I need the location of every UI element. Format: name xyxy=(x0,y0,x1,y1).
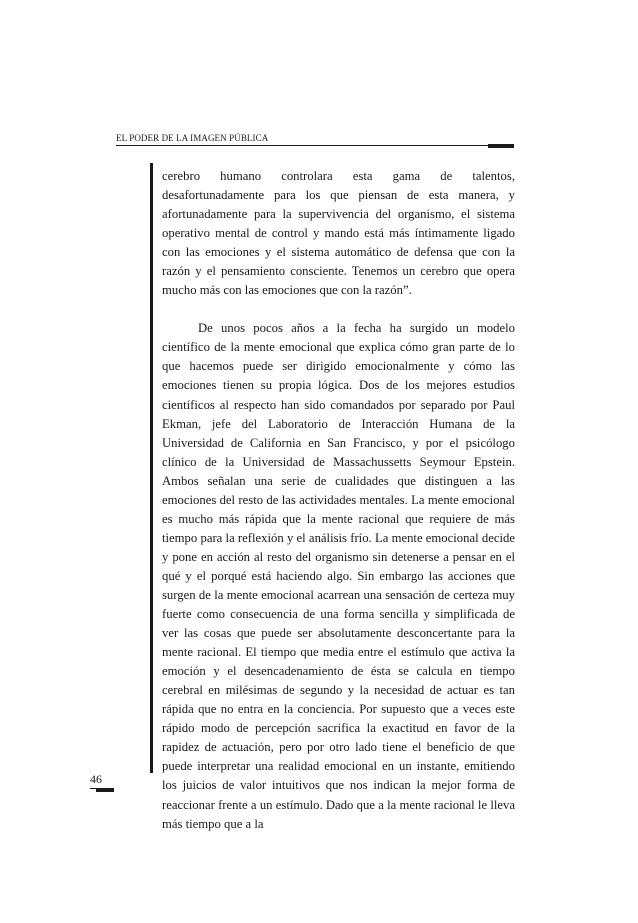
paragraph-2: De unos pocos años a la fecha ha surgido un modelo científico de la mente emocional que explica cómo gran parte de lo que hacemos puede ser dirigido emocionalmente y cómo las emociones tienen su propia lógica. Dos de los mejores estudios científicos al respecto han sido comandados por separado por Paul Ekman, jefe del Laboratorio de Interacción Humana de la Universidad de California en San Francisco, y por el psicólogo clínico de la Universidad de Massachussetts Seymour Epstein. Ambos señalan una serie de cualidades que distinguen a las emociones del resto de las actividades mentales. La mente emocional es mucho más rápida que la mente racional que requiere de más tiempo para la reflexión y el análisis frío. La mente emocional decide y pone en acción al resto del organismo sin detenerse a pensar en el qué y el porqué está haciendo algo. Sin embargo las acciones que surgen de la mente emocional acarrean una sensación de certeza muy fuerte como consecuencia de una forma sencilla y simplificada de ver las cosas que puede ser absolutamente desconcertante para la mente racional. El tiempo que media entre el estímulo que activa la emoción y el desencadenamiento de ésta se calcula en tiempo cerebral en milésimas de segundo y la necesidad de actuar es tan rápida que no entra en la conciencia. Por supuesto que a veces este rápido modo de percepción sacrifica la exactitud en favor de la rapidez de actuación, pero por otro lado tiene el beneficio de que puede interpretar una realidad emocional en un instante, emitiendo los juicios de valor intuitivos que nos indican la mejor forma de reaccionar frente a un estímulo. Dado que a la mente racional le lleva más tiempo que a la xyxy=(162,321,515,831)
running-header: EL PODER DE LA IMAGEN PÚBLICA xyxy=(116,133,269,143)
header-rule xyxy=(116,145,502,146)
body-text xyxy=(162,167,515,834)
page-number: 46 xyxy=(90,772,102,786)
paragraph-1: cerebro humano controlara esta gama de talentos, desafortunadamente para los que piensan de esta manera, y afortunadamente para la supervivencia del organismo, el sistema operativo mental de control y mando está más íntimamente ligado con las emociones y el sistema automático de defensa que con la razón y el pensamiento consciente. Tenemos un cerebro que opera mucho más con las emociones que con la razón”. xyxy=(162,169,515,298)
footer-block-mark xyxy=(96,788,114,792)
header-block-mark xyxy=(488,144,514,148)
margin-rule xyxy=(150,163,153,773)
